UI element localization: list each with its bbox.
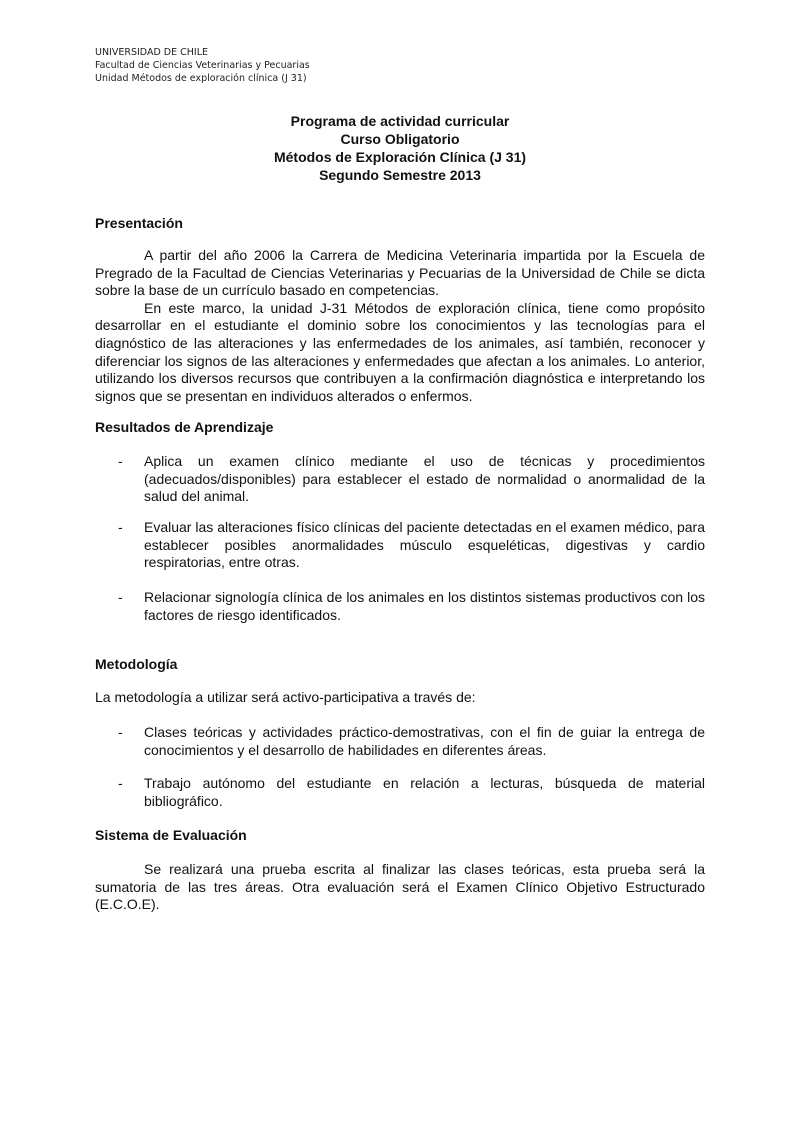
resultado-item-text: Relacionar signología clínica de los animales en los distintos sistemas productivos con los factores de riesgo identificados. [144,589,705,623]
resultado-item-text: Aplica un examen clínico mediante el uso de técnicas y procedimientos (adecuados/disponibles) para establecer el estado de normalidad o anormalidad de la salud del animal. [144,453,705,505]
document-title-block [0,112,800,184]
university-name: UNIVERSIDAD DE CHILE [95,47,208,58]
metodologia-intro: La metodología a utilizar será activo-participativa a través de: [95,689,476,705]
resultado-item-1 [95,453,705,506]
bullet-dash: - [118,589,123,605]
evaluacion-body [95,861,705,914]
heading-presentacion: Presentación [95,215,183,231]
presentacion-body [95,247,705,405]
bullet-dash: - [118,724,123,740]
unit-name: Unidad Métodos de exploración clínica (J 31) [95,73,307,84]
heading-metodologia: Metodología [95,656,178,672]
heading-resultados: Resultados de Aprendizaje [95,419,274,435]
metodologia-item-1 [95,724,705,759]
presentacion-paragraph-1: A partir del año 2006 la Carrera de Medicina Veterinaria impartida por la Escuela de Pregrado de la Facultad de Ciencias Veterinarias y Pecuarias de la Universidad de Chile se dicta sobre la base de un currículo basado en competencias. [95,247,705,299]
title-line-1: Programa de actividad curricular [290,113,510,129]
evaluacion-paragraph-1: Se realizará una prueba escrita al finalizar las clases teóricas, esta prueba será la sumatoria de las tres áreas. Otra evaluación será el Examen Clínico Objetivo Estructurado (E.C.O.E). [95,861,705,913]
bullet-dash: - [118,775,123,791]
document-header [95,46,310,85]
title-line-2: Curso Obligatorio [340,131,460,147]
metodologia-item-text: Trabajo autónomo del estudiante en relación a lecturas, búsqueda de material bibliográfico. [144,775,705,809]
presentacion-paragraph-2: En este marco, la unidad J-31 Métodos de exploración clínica, tiene como propósito desarrollar en el estudiante el dominio sobre los conocimientos y las tecnologías para el diagnóstico de las alteraciones y las enfermedades de los animales, así también, reconocer y diferenciar los signos de las alteraciones y enfermedades que afectan a los animales. Lo anterior, utilizando los diversos recursos que contribuyen a la confirmación diagnóstica e interpretando los signos que se presentan en individuos alterados o enfermos. [95,299,705,404]
heading-evaluacion: Sistema de Evaluación [95,827,247,843]
resultado-item-2 [95,519,705,572]
faculty-name: Facultad de Ciencias Veterinarias y Pecuarias [95,60,310,71]
resultado-item-text: Evaluar las alteraciones físico clínicas del paciente detectadas en el examen médico, para establecer posibles anormalidades músculo esqueléticas, digestivas y cardio respiratorias, entre otras. [144,519,705,571]
metodologia-item-2 [95,775,705,810]
title-line-4: Segundo Semestre 2013 [319,167,481,183]
bullet-dash: - [118,453,123,469]
bullet-dash: - [118,519,123,535]
title-line-3: Métodos de Exploración Clínica (J 31) [273,149,527,165]
metodologia-item-text: Clases teóricas y actividades práctico-demostrativas, con el fin de guiar la entrega de conocimientos y el desarrollo de habilidades en diferentes áreas. [144,724,705,758]
resultado-item-3 [95,589,705,624]
